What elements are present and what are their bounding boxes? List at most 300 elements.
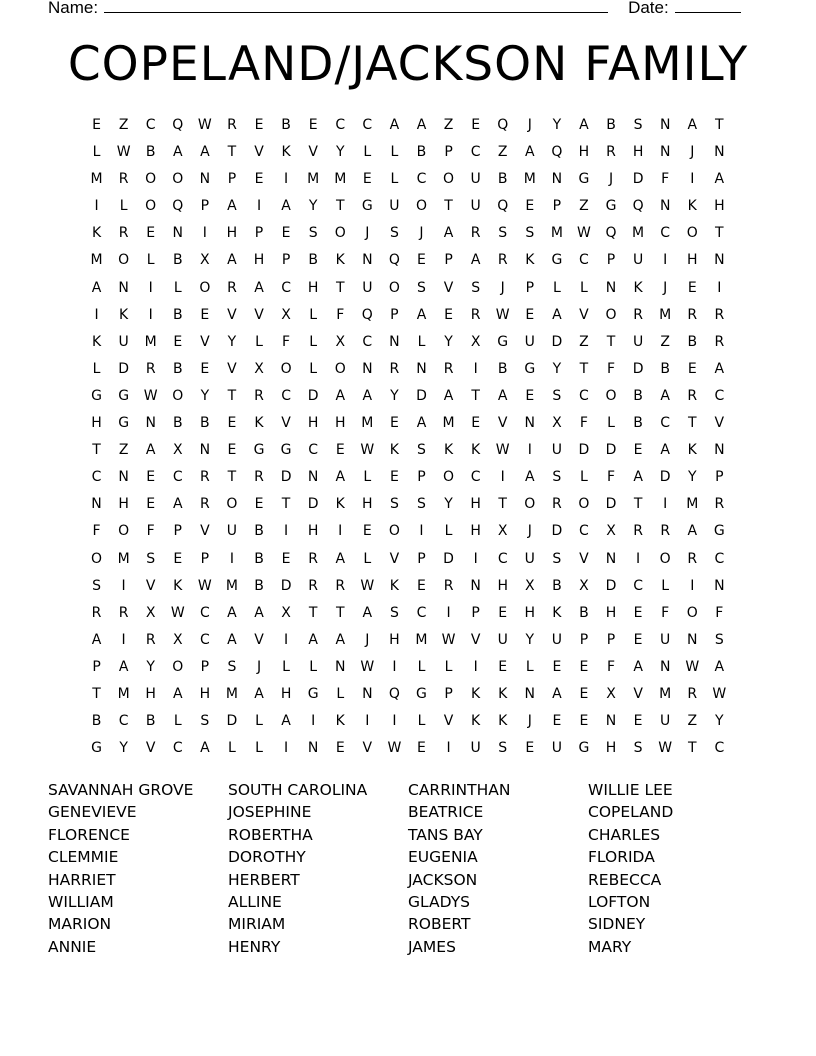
- grid-letter: P: [417, 550, 426, 567]
- grid-letter: I: [148, 306, 153, 323]
- grid-letter: L: [363, 144, 372, 161]
- grid-letter: P: [200, 658, 210, 675]
- grid-letter: E: [498, 658, 508, 675]
- word-bank-item: SAVANNAH GROVE: [48, 781, 194, 799]
- grid-letter: H: [199, 685, 211, 702]
- grid-letter: N: [605, 550, 617, 567]
- grid-letter: W: [712, 685, 727, 702]
- grid-letter: R: [254, 469, 264, 486]
- grid-letter: A: [687, 523, 698, 540]
- grid-letter: O: [605, 387, 617, 404]
- grid-letter: B: [687, 333, 698, 350]
- word-bank-column: [48, 779, 228, 959]
- grid-letter: B: [200, 415, 210, 432]
- grid-letter: J: [365, 631, 370, 648]
- grid-letter: K: [471, 685, 481, 702]
- grid-letter: U: [632, 252, 644, 269]
- grid-letter: L: [146, 252, 155, 269]
- grid-letter: Q: [497, 117, 509, 133]
- grid-letter: E: [335, 740, 345, 757]
- grid-row: [83, 329, 733, 356]
- word-bank-item: MARY: [588, 937, 632, 956]
- grid-letter: H: [686, 252, 698, 269]
- word-bank-item: HENRY: [228, 937, 281, 956]
- grid-letter: O: [172, 387, 184, 404]
- grid-row: [83, 735, 733, 762]
- date-blank-line[interactable]: [675, 0, 741, 13]
- grid-letter: E: [444, 306, 453, 323]
- grid-letter: H: [470, 496, 481, 513]
- grid-letter: L: [607, 415, 615, 432]
- grid-letter: L: [173, 713, 182, 730]
- grid-letter: B: [254, 577, 264, 594]
- grid-letter: T: [687, 415, 697, 432]
- name-blank-line[interactable]: [104, 0, 608, 13]
- grid-letter: A: [660, 442, 670, 459]
- grid-letter: Q: [497, 198, 509, 215]
- grid-letter: X: [606, 523, 616, 540]
- grid-letter: P: [444, 685, 453, 702]
- grid-letter: L: [525, 658, 534, 675]
- grid-letter: Q: [172, 117, 184, 133]
- grid-letter: Z: [579, 198, 589, 215]
- grid-letter: Y: [552, 117, 562, 133]
- grid-letter: V: [281, 415, 291, 432]
- grid-letter: B: [172, 252, 183, 269]
- grid-letter: L: [390, 144, 399, 161]
- grid-letter: R: [227, 117, 237, 133]
- grid-letter: G: [118, 387, 130, 404]
- word-bank: [48, 779, 768, 959]
- grid-letter: C: [172, 469, 183, 486]
- grid-letter: V: [145, 740, 156, 757]
- grid-letter: F: [715, 604, 724, 621]
- grid-letter: T: [579, 360, 589, 377]
- word-bank-item: FLORIDA: [588, 848, 655, 867]
- grid-letter: T: [227, 387, 237, 404]
- grid-letter: E: [525, 198, 535, 215]
- grid-letter: I: [284, 523, 289, 540]
- grid-letter: P: [254, 225, 264, 242]
- grid-letter: C: [199, 631, 210, 648]
- grid-letter: Z: [579, 333, 589, 350]
- grid-letter: G: [578, 171, 590, 188]
- grid-letter: X: [172, 631, 183, 648]
- grid-letter: C: [362, 333, 373, 350]
- grid-letter: S: [200, 713, 210, 730]
- grid-letter: N: [659, 658, 671, 675]
- grid-letter: L: [173, 279, 182, 296]
- grid-letter: C: [172, 740, 183, 757]
- grid-letter: H: [334, 415, 346, 432]
- grid-letter: G: [253, 442, 265, 459]
- grid-letter: I: [94, 198, 99, 215]
- word-bank-item: GLADYS: [408, 893, 470, 912]
- grid-letter: W: [170, 604, 185, 621]
- grid-letter: P: [552, 198, 562, 215]
- grid-letter: N: [118, 469, 129, 486]
- grid-letter: A: [200, 144, 210, 161]
- grid-letter: A: [416, 306, 427, 323]
- grid-letter: R: [687, 550, 698, 567]
- grid-letter: B: [281, 117, 291, 133]
- grid-letter: L: [255, 740, 263, 757]
- grid-letter: P: [525, 279, 535, 296]
- grid-letter: H: [605, 604, 617, 621]
- grid-letter: E: [362, 171, 372, 188]
- grid-letter: O: [578, 496, 590, 513]
- grid-row: [83, 600, 733, 627]
- grid-letter: E: [281, 225, 291, 242]
- grid-letter: M: [632, 225, 645, 242]
- grid-letter: X: [470, 333, 481, 350]
- grid-letter: B: [497, 171, 508, 188]
- grid-letter: X: [552, 415, 562, 432]
- word-bank-item: BEATRICE: [408, 803, 484, 822]
- grid-letter: T: [471, 387, 480, 404]
- grid-letter: D: [118, 360, 129, 377]
- grid-letter: I: [392, 658, 397, 675]
- grid-letter: N: [307, 469, 319, 486]
- letter-grid: [83, 112, 733, 762]
- grid-letter: E: [579, 685, 589, 702]
- grid-letter: P: [715, 469, 724, 486]
- grid-letter: S: [552, 387, 562, 404]
- grid-letter: I: [446, 604, 451, 621]
- grid-letter: I: [121, 577, 126, 594]
- grid-letter: C: [362, 117, 373, 133]
- grid-letter: L: [119, 198, 128, 215]
- grid-letter: R: [389, 360, 400, 377]
- grid-letter: H: [226, 225, 238, 242]
- grid-letter: P: [444, 252, 453, 269]
- grid-row: [83, 410, 733, 437]
- grid-letter: I: [94, 306, 99, 323]
- grid-letter: Y: [308, 198, 318, 215]
- grid-letter: S: [552, 550, 562, 567]
- grid-letter: S: [417, 442, 426, 459]
- grid-letter: W: [685, 658, 700, 675]
- grid-letter: K: [687, 198, 697, 215]
- grid-letter: J: [527, 523, 532, 540]
- word-bank-item: HERBERT: [228, 870, 300, 889]
- grid-letter: A: [227, 198, 237, 215]
- grid-row: [83, 112, 733, 139]
- grid-row: [83, 247, 733, 274]
- grid-letter: U: [524, 550, 535, 567]
- grid-letter: T: [498, 496, 507, 513]
- word-bank-item: JACKSON: [408, 870, 478, 889]
- grid-letter: O: [118, 252, 130, 269]
- grid-letter: L: [336, 685, 345, 702]
- grid-letter: U: [551, 631, 562, 648]
- grid-letter: D: [632, 171, 644, 188]
- grid-letter: I: [311, 713, 316, 730]
- grid-letter: E: [687, 279, 697, 296]
- grid-letter: X: [200, 252, 210, 269]
- word-bank-item: COPELAND: [588, 803, 674, 822]
- grid-letter: A: [335, 387, 346, 404]
- grid-letter: N: [389, 333, 400, 350]
- grid-letter: E: [254, 117, 264, 133]
- grid-letter: X: [579, 577, 589, 594]
- grid-letter: A: [497, 387, 508, 404]
- grid-letter: Z: [660, 333, 670, 350]
- grid-letter: R: [199, 496, 210, 513]
- grid-letter: C: [660, 415, 671, 432]
- grid-letter: E: [417, 577, 426, 594]
- grid-letter: A: [714, 360, 725, 377]
- grid-letter: H: [91, 415, 102, 432]
- grid-letter: T: [281, 496, 291, 513]
- grid-letter: K: [91, 333, 102, 350]
- word-bank-item: ANNIE: [48, 937, 97, 956]
- grid-letter: H: [470, 523, 481, 540]
- grid-letter: K: [443, 442, 454, 459]
- grid-letter: L: [255, 713, 263, 730]
- grid-row: [83, 166, 733, 193]
- grid-letter: N: [145, 415, 156, 432]
- grid-letter: P: [173, 523, 182, 540]
- grid-letter: E: [335, 442, 345, 459]
- grid-letter: L: [309, 658, 318, 675]
- grid-letter: V: [389, 550, 400, 567]
- grid-letter: P: [471, 604, 480, 621]
- grid-letter: N: [524, 685, 536, 702]
- grid-letter: D: [416, 387, 427, 404]
- grid-letter: E: [146, 496, 156, 513]
- word-bank-item: MIRIAM: [228, 915, 286, 934]
- grid-letter: C: [281, 387, 291, 404]
- grid-letter: C: [308, 442, 319, 459]
- grid-letter: E: [254, 171, 264, 188]
- grid-letter: U: [226, 523, 238, 540]
- grid-letter: U: [660, 631, 671, 648]
- grid-letter: T: [227, 469, 237, 486]
- grid-letter: L: [417, 658, 426, 675]
- grid-letter: O: [145, 198, 157, 215]
- grid-letter: M: [415, 631, 428, 648]
- grid-letter: H: [280, 685, 292, 702]
- grid-letter: I: [256, 198, 262, 215]
- grid-letter: A: [172, 496, 183, 513]
- grid-letter: I: [473, 360, 478, 377]
- grid-letter: R: [552, 496, 562, 513]
- grid-letter: R: [470, 225, 481, 242]
- grid-row: [83, 491, 733, 518]
- grid-letter: I: [446, 740, 451, 757]
- grid-letter: O: [415, 198, 427, 215]
- grid-letter: E: [498, 604, 508, 621]
- grid-letter: I: [202, 225, 207, 242]
- grid-letter: Y: [444, 333, 453, 350]
- grid-letter: K: [498, 713, 508, 730]
- grid-letter: A: [254, 279, 264, 296]
- grid-letter: A: [714, 658, 725, 675]
- grid-letter: R: [227, 279, 237, 296]
- grid-letter: N: [470, 577, 481, 594]
- grid-letter: I: [690, 171, 695, 188]
- grid-letter: C: [335, 117, 346, 133]
- grid-letter: E: [552, 658, 562, 675]
- grid-letter: D: [551, 523, 563, 540]
- grid-letter: R: [145, 631, 156, 648]
- grid-letter: Q: [388, 252, 400, 269]
- grid-letter: G: [91, 740, 102, 757]
- grid-letter: U: [389, 198, 400, 215]
- grid-letter: E: [633, 631, 643, 648]
- grid-letter: C: [470, 144, 481, 161]
- grid-letter: K: [281, 144, 291, 161]
- grid-letter: V: [254, 631, 264, 648]
- grid-letter: U: [118, 333, 129, 350]
- word-bank-item: WILLIAM: [48, 893, 114, 912]
- grid-letter: E: [389, 415, 399, 432]
- grid-letter: J: [256, 658, 262, 675]
- grid-letter: R: [308, 577, 319, 594]
- grid-letter: C: [145, 117, 156, 133]
- grid-letter: W: [495, 442, 510, 459]
- grid-letter: Z: [687, 713, 698, 730]
- grid-letter: S: [525, 225, 535, 242]
- word-bank-item: TANS BAY: [408, 825, 483, 844]
- grid-letter: M: [307, 171, 320, 188]
- grid-letter: E: [308, 117, 318, 133]
- grid-letter: E: [389, 469, 399, 486]
- grid-letter: E: [173, 550, 183, 567]
- grid-letter: R: [118, 604, 129, 621]
- grid-letter: U: [470, 171, 481, 188]
- grid-letter: X: [335, 333, 346, 350]
- grid-letter: K: [389, 577, 399, 594]
- grid-letter: E: [525, 306, 535, 323]
- grid-letter: A: [227, 604, 237, 621]
- grid-letter: B: [145, 713, 156, 730]
- grid-letter: V: [579, 306, 589, 323]
- grid-letter: R: [687, 387, 698, 404]
- grid-letter: L: [282, 658, 290, 675]
- word-bank-item: ALLINE: [228, 893, 282, 912]
- grid-letter: O: [91, 550, 103, 567]
- grid-letter: L: [444, 523, 453, 540]
- grid-letter: A: [254, 604, 264, 621]
- grid-letter: S: [92, 577, 101, 594]
- grid-letter: E: [417, 740, 426, 757]
- grid-letter: D: [605, 496, 617, 513]
- grid-letter: T: [633, 496, 643, 513]
- grid-letter: O: [172, 171, 184, 188]
- grid-letter: A: [200, 740, 210, 757]
- grid-letter: L: [580, 469, 588, 486]
- grid-letter: A: [633, 658, 643, 675]
- grid-letter: B: [91, 713, 102, 730]
- grid-letter: R: [470, 306, 481, 323]
- grid-letter: W: [387, 740, 402, 757]
- grid-letter: I: [392, 713, 397, 730]
- grid-letter: E: [687, 360, 697, 377]
- grid-letter: I: [636, 550, 641, 567]
- grid-letter: E: [471, 117, 481, 133]
- grid-letter: T: [444, 198, 453, 215]
- grid-letter: A: [362, 387, 373, 404]
- grid-letter: R: [606, 144, 616, 161]
- word-bank-item: CARRINTHAN: [408, 781, 511, 799]
- grid-letter: C: [416, 171, 427, 188]
- grid-letter: I: [527, 442, 532, 459]
- grid-letter: Y: [335, 144, 345, 161]
- grid-letter: I: [419, 523, 424, 540]
- grid-letter: R: [660, 523, 671, 540]
- grid-letter: W: [441, 631, 456, 648]
- grid-letter: W: [360, 658, 375, 675]
- word-bank-item: LOFTON: [588, 893, 651, 912]
- grid-letter: V: [254, 306, 264, 323]
- grid-letter: G: [118, 415, 130, 432]
- grid-row: [83, 464, 733, 491]
- grid-letter: K: [91, 225, 102, 242]
- grid-letter: Y: [525, 631, 535, 648]
- grid-letter: K: [498, 685, 508, 702]
- page-title: COPELAND/JACKSON FAMILY: [67, 37, 749, 92]
- grid-letter: L: [309, 360, 318, 377]
- grid-letter: G: [416, 685, 427, 702]
- word-bank-item: GENEVIEVE: [48, 803, 137, 822]
- grid-letter: I: [121, 631, 126, 648]
- grid-letter: K: [119, 306, 129, 323]
- grid-letter: A: [389, 117, 400, 133]
- grid-letter: N: [172, 225, 184, 242]
- grid-letter: N: [659, 144, 671, 161]
- grid-letter: N: [524, 415, 536, 432]
- grid-letter: T: [687, 740, 697, 757]
- word-bank-item: JOSEPHINE: [228, 803, 312, 822]
- word-bank-item: ROBERT: [408, 915, 471, 934]
- grid-letter: A: [281, 198, 291, 215]
- grid-letter: A: [172, 685, 183, 702]
- grid-letter: O: [226, 496, 238, 513]
- grid-letter: P: [200, 550, 210, 567]
- grid-letter: O: [280, 360, 292, 377]
- grid-letter: N: [714, 252, 725, 269]
- grid-letter: U: [470, 740, 481, 757]
- grid-letter: D: [632, 360, 644, 377]
- grid-letter: T: [92, 442, 101, 459]
- grid-letter: H: [524, 604, 536, 621]
- grid-letter: A: [443, 225, 454, 242]
- word-bank-item: REBECCA: [588, 870, 662, 889]
- grid-letter: C: [714, 740, 725, 757]
- grid-letter: F: [606, 469, 616, 486]
- grid-letter: A: [525, 469, 535, 486]
- word-bank-column: [588, 779, 768, 959]
- grid-letter: I: [500, 469, 505, 486]
- grid-letter: X: [281, 604, 291, 621]
- grid-letter: E: [633, 442, 643, 459]
- grid-letter: A: [470, 252, 481, 269]
- grid-letter: P: [92, 658, 101, 675]
- grid-letter: L: [92, 144, 101, 161]
- grid-letter: G: [497, 333, 509, 350]
- grid-letter: D: [659, 469, 671, 486]
- grid-letter: I: [473, 658, 478, 675]
- grid-letter: K: [335, 713, 345, 730]
- grid-letter: A: [335, 631, 346, 648]
- grid-letter: N: [335, 658, 346, 675]
- grid-letter: P: [606, 631, 616, 648]
- grid-letter: L: [552, 279, 561, 296]
- grid-letter: B: [497, 360, 508, 377]
- grid-letter: R: [714, 333, 725, 350]
